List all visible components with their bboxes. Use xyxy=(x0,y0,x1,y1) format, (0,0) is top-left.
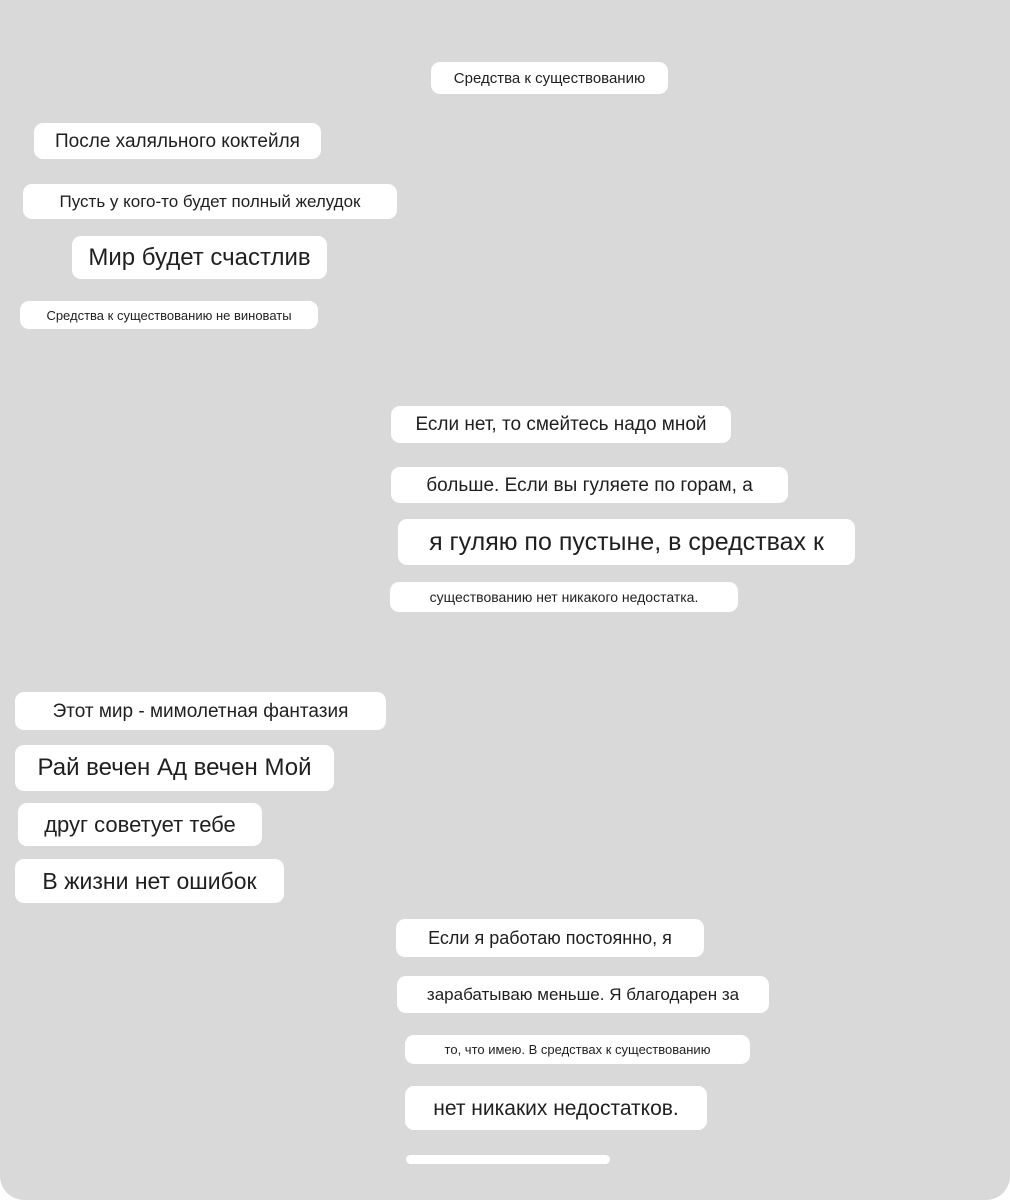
message-bubble-13: В жизни нет ошибок xyxy=(15,859,284,903)
message-bubble-10: Этот мир - мимолетная фантазия xyxy=(15,692,386,730)
message-bubble-11: Рай вечен Ад вечен Мой xyxy=(15,745,334,791)
message-bubble-4: Мир будет счастлив xyxy=(72,236,327,279)
message-bubble-3: Пусть у кого-то будет полный желудок xyxy=(23,184,397,219)
message-bubble-7: больше. Если вы гуляете по горам, а xyxy=(391,467,788,503)
home-indicator[interactable] xyxy=(406,1155,610,1164)
message-bubble-14: Если я работаю постоянно, я xyxy=(396,919,704,957)
message-bubble-1: Средства к существованию xyxy=(431,62,668,94)
message-bubble-12: друг советует тебе xyxy=(18,803,262,846)
message-bubble-9: существованию нет никакого недостатка. xyxy=(390,582,738,612)
message-bubble-15: зарабатываю меньше. Я благодарен за xyxy=(397,976,769,1013)
message-bubble-16: то, что имею. В средствах к существованию xyxy=(405,1035,750,1064)
message-bubble-17: нет никаких недостатков. xyxy=(405,1086,707,1130)
message-bubble-6: Если нет, то смейтесь надо мной xyxy=(391,406,731,443)
message-bubble-8: я гуляю по пустыне, в средствах к xyxy=(398,519,855,565)
message-bubble-5: Средства к существованию не виноваты xyxy=(20,301,318,329)
message-bubble-2: После халяльного коктейля xyxy=(34,123,321,159)
